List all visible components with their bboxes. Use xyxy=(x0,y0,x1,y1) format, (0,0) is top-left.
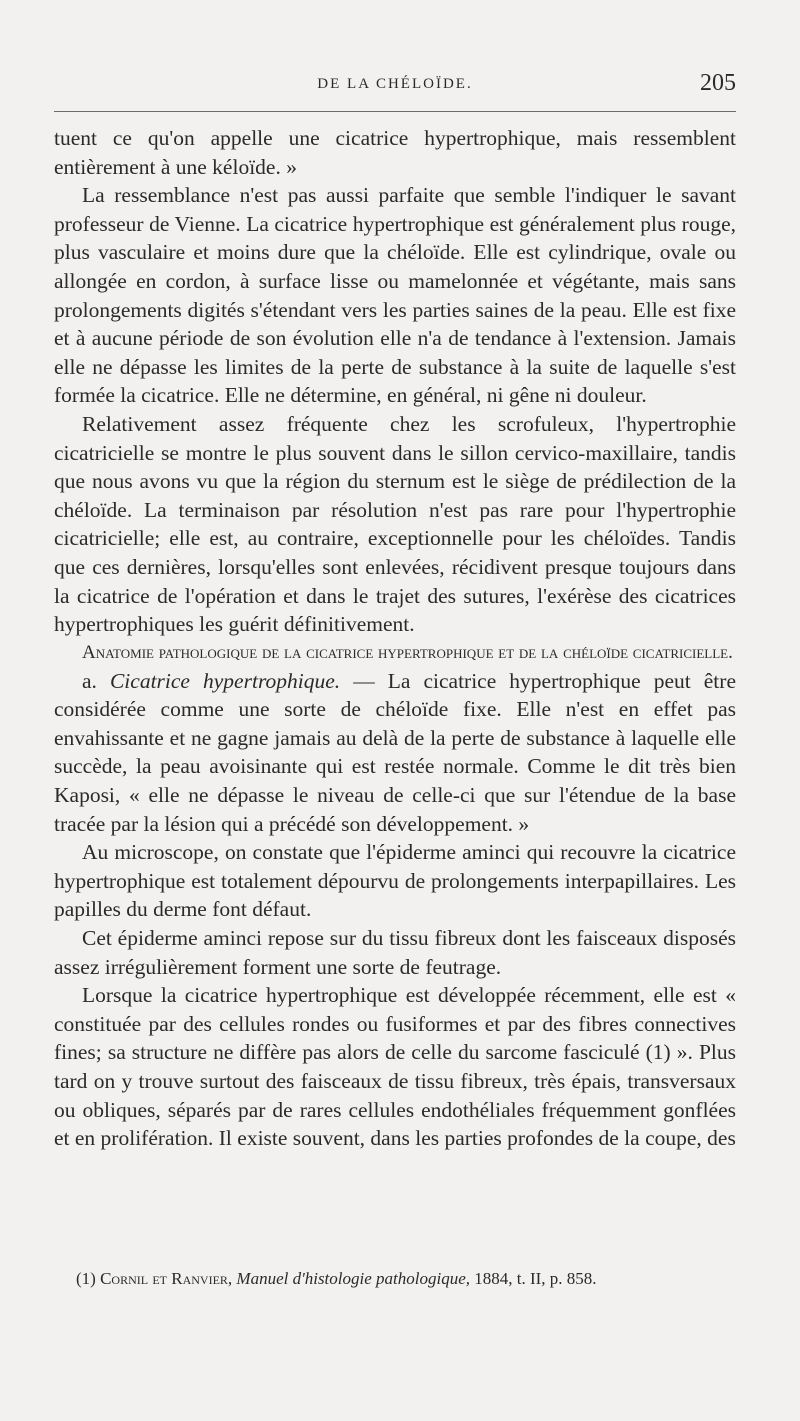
subsection-title: Cicatrice hypertrophique. xyxy=(109,668,341,693)
header-rule xyxy=(54,111,736,112)
paragraph-5: Au microscope, on constate que l'épiderme aminci qui recouvre la cicatrice hypertrophique est totalement dépourvu de prolongements interpapillaires. Les papilles du derme font défaut. xyxy=(54,840,736,922)
paragraph-3: Relativement assez fréquente chez les scrofuleux, l'hypertrophie cicatricielle se montre le plus souvent dans le sillon cervico-maxillaire, tandis que nous avons vu que la région du sternum est le siège de prédilection de la chéloïde. La terminaison par résolution n'est pas rare pour l'hypertrophie cicatricielle; elle est, au contraire, exceptionnelle pour les chéloïdes. Tandis que ces dernières, lorsqu'elles sont enlevées, récidivent presque toujours dans la cicatrice de l'opération et dans le trajet des sutures, l'exérèse des cicatrices hypertrophiques les guérit définitivement. xyxy=(54,411,736,637)
footnote-authors: Cornil et Ranvier, xyxy=(100,1269,233,1288)
footnote-title: Manuel d'histologie pathologique, xyxy=(232,1269,470,1288)
paragraph-4-text: — La cicatrice hypertrophique peut être considérée comme une sorte de chéloïde fixe. Elle n'est en effet pas envahissante et ne gagne jamais au delà de la perte de substance à laquelle elle succède, la peau avoisinante qui est restée normale. Comme le dit très bien Kaposi, « elle ne dépasse le niveau de celle-ci que sur l'étendue de la base tracée par la lésion qui a précédé son développement. » xyxy=(54,668,736,836)
paragraph-1: tuent ce qu'on appelle une cicatrice hypertrophique, mais ressemblent entièrement à une kéloïde. » xyxy=(54,126,736,179)
paragraph-6: Cet épiderme aminci repose sur du tissu fibreux dont les faisceaux disposés assez irrégulièrement forment une sorte de feutrage. xyxy=(54,926,736,979)
paragraph-2: La ressemblance n'est pas aussi parfaite que semble l'indiquer le savant professeur de Vienne. La cicatrice hypertrophique est généralement plus rouge, plus vasculaire et moins dure que la chéloïde. Elle est cylindrique, ovale ou allongée en cordon, à surface lisse ou mamelonnée et végétante, mais sans prolongements digités s'étendant vers les parties saines de la peau. Elle est fixe et à aucune période de son évolution elle n'a de tendance à l'extension. Jamais elle ne dépasse les limites de la perte de substance à la suite de laquelle s'est formée la cicatrice. Elle ne détermine, en général, ni gêne ni douleur. xyxy=(54,183,736,408)
item-label: a. xyxy=(82,668,110,693)
footnote-citation: 1884, t. II, p. 858. xyxy=(470,1269,597,1288)
footnote-marker: (1) xyxy=(76,1269,101,1288)
running-title: DE LA CHÉLOÏDE. xyxy=(317,76,473,92)
body-text xyxy=(54,124,736,1153)
section-heading: Anatomie pathologique de la cicatrice hypertrophique et de la chéloïde cicatricielle. xyxy=(82,641,733,663)
page-header xyxy=(54,70,736,104)
page-number: 205 xyxy=(700,70,736,96)
footnote xyxy=(76,1267,736,1291)
paragraph-7: Lorsque la cicatrice hypertrophique est développée récemment, elle est « constituée par des cellules rondes ou fusiformes et par des fibres connectives fines; sa structure ne diffère pas alors de celle du sarcome fasciculé (1) ». Plus tard on y trouve surtout des faisceaux de tissu fibreux, très épais, transversaux ou obliques, séparés par de rares cellules endothéliales fréquemment gonflées et en prolifération. Il existe souvent, dans les parties profondes de la coupe, des xyxy=(54,983,736,1151)
paragraph-4 xyxy=(54,667,736,839)
